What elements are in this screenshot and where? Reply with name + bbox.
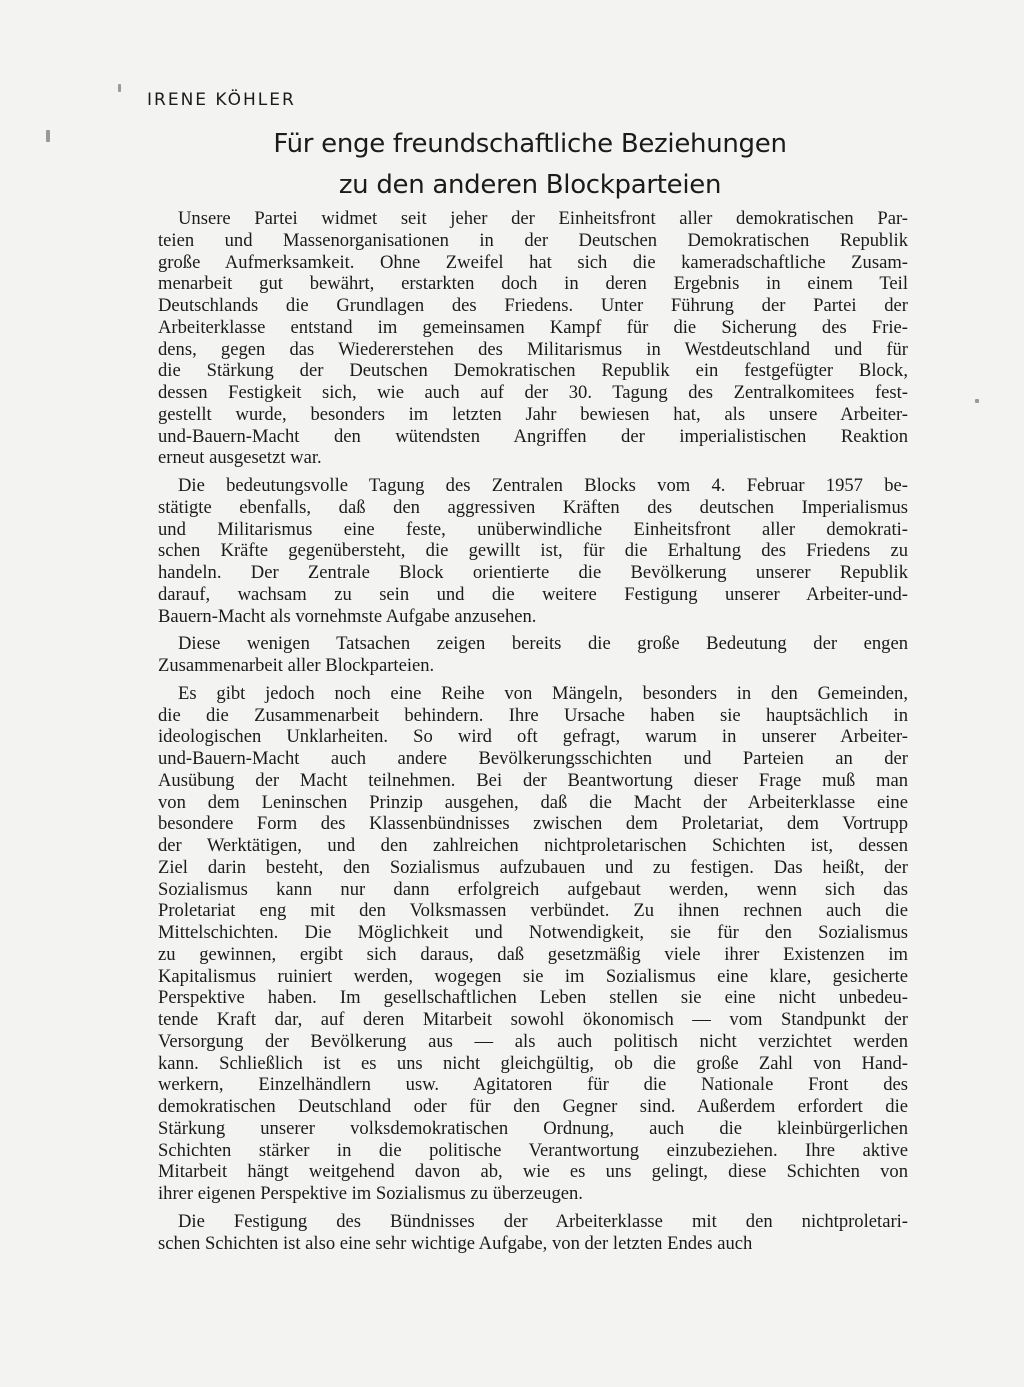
text-line: menarbeit gut bewährt, erstarkten doch in deren Ergebnis in einem Teil bbox=[158, 273, 908, 295]
text-line: Kapitalismus ruiniert werden, wogegen sie im Sozialismus eine klare, gesicherte bbox=[158, 965, 908, 987]
text-line: Ziel darin besteht, den Sozialismus aufzubauen und zu festigen. Das heißt, der bbox=[158, 856, 908, 878]
text-line: gestellt wurde, besonders im letzten Jahr bewiesen hat, als unsere Arbeiter- bbox=[158, 403, 908, 425]
paragraph bbox=[158, 208, 908, 469]
text-line: Deutschlands die Grundlagen des Friedens. Unter Führung der Partei der bbox=[158, 295, 908, 316]
text-line: schen Kräfte gegenübersteht, die gewillt ist, für die Erhaltung des Friedens zu bbox=[158, 540, 908, 562]
text-line: große Aufmerksamkeit. Ohne Zweifel hat sich die kameradschaftliche Zusam- bbox=[158, 251, 908, 273]
title-line: zu den anderen Blockparteien bbox=[338, 170, 722, 200]
text-line: ideologischen Unklarheiten. So wird oft gefragt, warum in unserer Arbeiter- bbox=[158, 726, 908, 748]
text-line: Die bedeutungsvolle Tagung des Zentralen Blocks vom 4. Februar 1957 be- bbox=[178, 475, 908, 496]
text-line: die die Zusammenarbeit behindern. Ihre Ursache haben sie hauptsächlich in bbox=[158, 704, 908, 726]
text-line: Mitarbeit hängt weitgehend davon ab, wie es uns gelingt, diese Schichten von bbox=[158, 1161, 908, 1183]
author-name: IRENE KÖHLER bbox=[147, 90, 296, 110]
text-line: Arbeiterklasse entstand im gemeinsamen Kampf für die Sicherung des Frie- bbox=[158, 316, 908, 338]
text-line: zu gewinnen, ergibt sich daraus, daß gesetzmäßig viele ihrer Existenzen im bbox=[158, 943, 908, 965]
text-line: handeln. Der Zentrale Block orientierte die Bevölkerung unserer Republik bbox=[158, 562, 908, 583]
text-line: Proletariat eng mit den Volksmassen verbündet. Zu ihnen rechnen auch die bbox=[158, 900, 908, 922]
scan-speck bbox=[118, 84, 121, 92]
text-line: Die Festigung des Bündnisses der Arbeiterklasse mit den nichtproletari- bbox=[178, 1210, 908, 1232]
text-line: Sozialismus kann nur dann erfolgreich aufgebaut werden, wenn sich das bbox=[158, 878, 908, 900]
text-line: Zusammenarbeit aller Blockparteien. bbox=[158, 655, 435, 676]
article-title bbox=[190, 124, 870, 206]
text-line: tende Kraft dar, auf deren Mitarbeit sowohl ökonomisch — vom Standpunkt der bbox=[158, 1009, 908, 1030]
paragraph bbox=[158, 683, 908, 1205]
text-line: teien und Massenorganisationen in der Deutschen Demokratischen Republik bbox=[158, 229, 908, 251]
text-line: Perspektive haben. Im gesellschaftlichen Leben stellen sie eine nicht unbedeu- bbox=[158, 987, 908, 1009]
text-line: und Militarismus eine feste, unüberwindliche Einheitsfront aller demokrati- bbox=[158, 518, 908, 540]
text-line: und-Bauern-Macht den wütendsten Angriffen der imperialistischen Reaktion bbox=[158, 425, 908, 447]
paragraph bbox=[158, 633, 908, 677]
text-line: Unsere Partei widmet seit jeher der Einheitsfront aller demokratischen Par- bbox=[178, 208, 908, 229]
text-line: Versorgung der Bevölkerung aus — als auch politisch nicht verzichtet werden bbox=[158, 1030, 908, 1052]
text-line: Bauern-Macht als vornehmste Aufgabe anzusehen. bbox=[158, 605, 537, 627]
text-line: besondere Form des Klassenbündnisses zwischen dem Proletariat, dem Vortrupp bbox=[158, 813, 908, 835]
text-line: Mittelschichten. Die Möglichkeit und Notwendigkeit, sie für den Sozialismus bbox=[158, 922, 908, 943]
text-line: Es gibt jedoch noch eine Reihe von Mängeln, besonders in den Gemeinden, bbox=[178, 682, 908, 704]
text-line: von dem Leninschen Prinzip ausgehen, daß die Macht der Arbeiterklasse eine bbox=[158, 791, 908, 813]
text-line: schen Schichten ist also eine sehr wichtige Aufgabe, von der letzten Endes auch bbox=[158, 1232, 753, 1254]
text-line: dessen Festigkeit sich, wie auch auf der 30. Tagung des Zentralkomitees fest- bbox=[158, 382, 908, 403]
text-line: Ausübung der Macht teilnehmen. Bei der Beantwortung dieser Frage muß man bbox=[158, 769, 908, 791]
title-line: Für enge freundschaftliche Beziehungen bbox=[273, 129, 787, 159]
text-line: die Stärkung der Deutschen Demokratischen Republik ein festgefügter Block, bbox=[158, 360, 908, 382]
text-line: und-Bauern-Macht auch andere Bevölkerungsschichten und Parteien an der bbox=[158, 748, 908, 769]
text-line: ihrer eigenen Perspektive im Sozialismus zu überzeugen. bbox=[158, 1183, 583, 1204]
article-body bbox=[158, 208, 908, 1254]
paragraph bbox=[158, 1211, 908, 1255]
text-line: Stärkung unserer volksdemokratischen Ordnung, auch die kleinbürgerlichen bbox=[158, 1117, 908, 1139]
text-line: demokratischen Deutschland oder für den Gegner sind. Außerdem erfordert die bbox=[158, 1096, 908, 1117]
paragraph bbox=[158, 475, 908, 627]
text-line: stätigte ebenfalls, daß den aggressiven Kräften des deutschen Imperialismus bbox=[158, 496, 908, 518]
text-line: werkern, Einzelhändlern usw. Agitatoren für die Nationale Front des bbox=[158, 1074, 908, 1096]
text-line: darauf, wachsam zu sein und die weitere Festigung unserer Arbeiter-und- bbox=[158, 583, 908, 605]
text-line: Diese wenigen Tatsachen zeigen bereits die große Bedeutung der engen bbox=[178, 633, 908, 655]
scan-speck bbox=[46, 130, 50, 142]
text-line: dens, gegen das Wiedererstehen des Militarismus in Westdeutschland und für bbox=[158, 338, 908, 360]
text-line: kann. Schließlich ist es uns nicht gleichgültig, ob die große Zahl von Hand- bbox=[158, 1052, 908, 1074]
text-line: Schichten stärker in die politische Verantwortung einzubeziehen. Ihre aktive bbox=[158, 1139, 908, 1161]
scan-speck bbox=[975, 399, 979, 403]
text-line: erneut ausgesetzt war. bbox=[158, 447, 322, 469]
text-line: der Werktätigen, und den zahlreichen nichtproletarischen Schichten ist, dessen bbox=[158, 835, 908, 856]
